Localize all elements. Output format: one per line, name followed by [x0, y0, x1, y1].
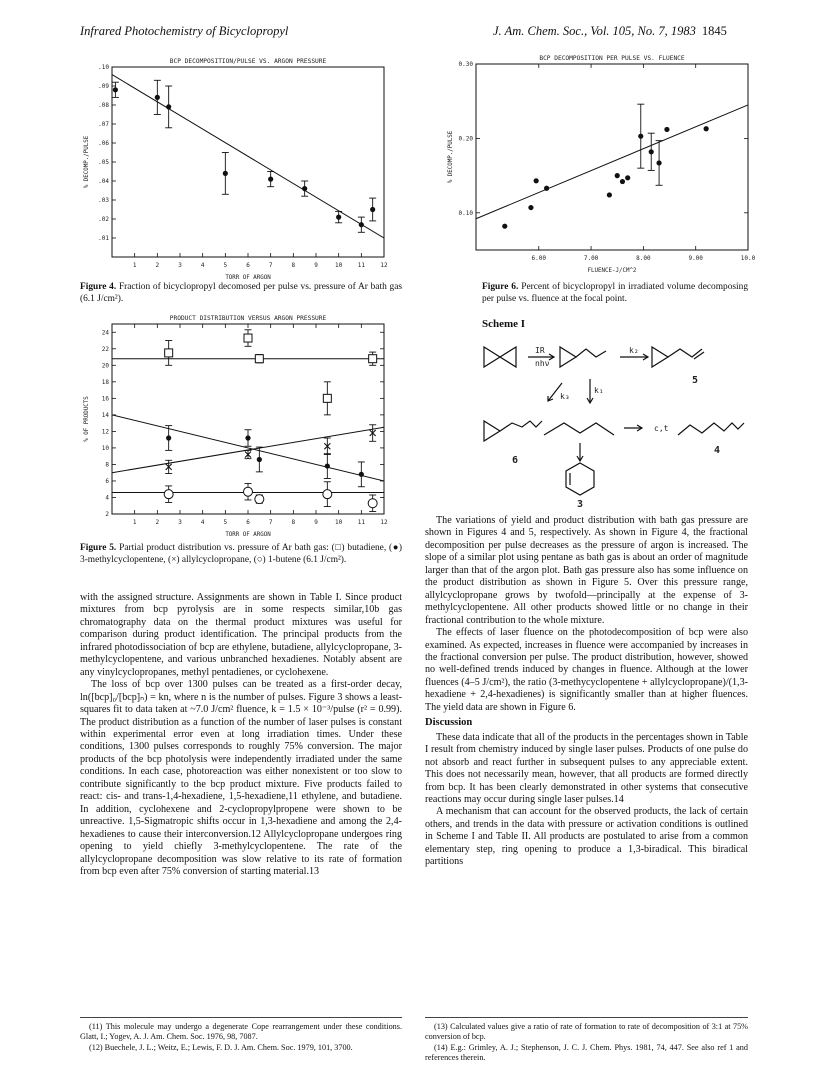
y-tick-label: 14	[101, 411, 109, 419]
footnote-rule-right	[425, 1017, 748, 1018]
figure-4-caption-text: Fraction of bicyclopropyl decomosed per pulse vs. pressure of Ar bath gas (6.1 J/cm²).	[80, 282, 403, 304]
data-point-circle	[164, 490, 173, 499]
data-point	[302, 186, 307, 191]
x-tick-label: 9.00	[688, 255, 703, 262]
data-point-square	[323, 394, 331, 402]
data-point	[359, 472, 364, 477]
plot-frame	[112, 67, 384, 257]
x-tick-label: 3	[178, 519, 182, 526]
y-tick-label: 0.30	[458, 61, 473, 68]
figure-5-caption	[80, 543, 402, 566]
y-tick-label: .07	[98, 121, 109, 128]
x-axis-label: TORR OF ARGON	[225, 275, 271, 281]
y-axis-label: % DECOMP./PULSE	[84, 135, 90, 189]
y-tick-label: .04	[98, 178, 109, 185]
x-tick-label: 6	[246, 519, 250, 526]
y-tick-label: .08	[98, 102, 109, 109]
data-point-square	[244, 334, 252, 342]
y-tick-label: 20	[101, 362, 109, 370]
x-tick-label: 12	[380, 519, 388, 526]
x-tick-label: 7.00	[583, 255, 599, 262]
paragraph: with the assigned structure. Assignments are shown in Table I. Since product mixtures from bcp pyrolysis are in some respects similar,10b gas chromatography data on the thermal product mixtures was useful for comparison during product identification. The principal products from the infrared photodissociation of bcp are ethylene, butadiene, allylcyclopropane, 3-methylcyclopentene, and various unbranched hexadienes. Notably absent are any vinylcyclopropanes, methyl pentadienes, or cyclohexene.	[80, 592, 402, 678]
y-tick-label: 2	[105, 511, 109, 518]
data-point	[625, 175, 630, 180]
compound-6-chain	[500, 421, 542, 431]
data-point	[534, 178, 539, 183]
data-point	[359, 222, 364, 227]
footnote-rule-left	[80, 1017, 402, 1018]
footnotes-left	[80, 1022, 402, 1054]
y-tick-label: .10	[98, 64, 109, 71]
chart-title: BCP DECOMPOSITION PER PULSE VS. FLUENCE	[539, 55, 685, 62]
y-tick-label: 22	[101, 345, 109, 353]
data-point-circle	[255, 495, 264, 504]
data-point	[502, 224, 507, 229]
x-tick-label: 7	[268, 262, 273, 269]
data-point-square	[255, 355, 263, 363]
paragraph: A mechanism that can account for the observed products, the lack of certain others, and trends in the data with pressure or activation conditions is outlined in Scheme I and Table II. All products are postulated to arise from a common elementary step, ring opening to produce a 1,3-biradical. This biradical partitions	[425, 806, 748, 868]
data-point	[370, 207, 375, 212]
x-tick-label: 11	[357, 519, 365, 526]
data-point	[325, 463, 330, 468]
data-point	[155, 95, 160, 100]
y-tick-label: .06	[98, 140, 109, 147]
chart-title: BCP DECOMPOSITION/PULSE VS. ARGON PRESSURE	[169, 58, 327, 65]
bcp-ring-right	[500, 347, 516, 367]
x-tick-label: 6	[246, 262, 250, 269]
x-tick-label: 2	[155, 519, 160, 526]
x-tick-label: 10	[335, 262, 343, 269]
y-axis-label: % OF PRODUCTS	[84, 396, 90, 442]
diene-chain	[544, 423, 614, 435]
x-tick-label: 9	[314, 262, 318, 269]
data-point	[245, 435, 250, 440]
hexadiene-chain	[678, 423, 744, 435]
chart-title: PRODUCT DISTRIBUTION VERSUS ARGON PRESSURE	[169, 315, 327, 322]
fit-line	[476, 105, 748, 219]
x-tick-label: 10	[335, 519, 343, 526]
data-layer	[112, 330, 384, 512]
compound-5-number: 5	[692, 375, 699, 386]
y-axis-label: % DECOMP./PULSE	[448, 130, 454, 184]
y-tick-label: 16	[101, 395, 109, 403]
x-tick-label: 4	[200, 519, 205, 526]
data-point	[664, 127, 669, 132]
label-k2: k₂	[629, 346, 639, 355]
x-tick-label: 11	[357, 262, 365, 269]
data-point	[638, 134, 643, 139]
y-tick-label: 0.10	[458, 209, 473, 217]
x-tick-label: 12	[380, 262, 388, 269]
data-point	[544, 186, 549, 191]
data-point	[615, 173, 620, 178]
footnote: (14) E.g.: Grimley, A. J.; Stephenson, J. C. J. Chem. Phys. 1981, 74, 447. See also ref 1 and references therein.	[425, 1043, 748, 1062]
footnote: (12) Buechele, J. L.; Weitz, E.; Lewis, F. D. J. Am. Chem. Soc. 1979, 101, 3700.	[89, 1043, 353, 1052]
x-tick-label: 7	[268, 519, 273, 526]
left-body-text	[80, 592, 402, 878]
y-tick-label: 18	[101, 378, 109, 386]
footnote: (13) Calculated values give a ratio of rate of formation to rate of decomposition of 3:1 at 75% conversion of bcp.	[425, 1022, 748, 1041]
fit-line	[112, 75, 384, 238]
paragraph: These data indicate that all of the products in the percentages shown in Table I result from chemistry induced by single laser pulses. Products of one pulse do not absorb and react further in subsequent pulses to any appreciable extent. This does not necessarily mean, however, that all products are formed directly from bcp. It has been clearly demonstrated in other systems that consecutive reactions may occur during single laser pulses.14	[425, 731, 748, 805]
x-tick-label: 3	[178, 262, 182, 269]
data-point	[166, 104, 171, 109]
label-nhv: nhν	[535, 359, 550, 368]
biradical-chain	[576, 349, 606, 357]
x-tick-label: 1	[132, 262, 137, 269]
figure-5-chart	[70, 312, 400, 540]
journal-citation: J. Am. Chem. Soc., Vol. 105, No. 7, 1983	[493, 24, 696, 38]
x-tick-label: 8.00	[636, 255, 651, 262]
x-tick-label: 8	[291, 262, 296, 269]
label-k3: k₃	[560, 392, 570, 401]
x-tick-label: 9	[314, 519, 318, 526]
x-tick-label: 6.00	[531, 255, 546, 262]
data-point-circle	[244, 487, 253, 496]
data-point-square	[165, 349, 173, 357]
page-number: 1845	[701, 24, 727, 38]
figure-5-caption-text: Partial product distribution vs. pressure of Ar bath gas: (□) butadiene, (●) 3-methylcyclopentene, (×) allylcyclopropane, (○) 1-butene (6.1 J/cm²).	[80, 543, 402, 565]
figure-6-caption-text: Percent of bicyclopropyl in irradiated volume decomposing per pulse vs. fluence at the focal point.	[482, 282, 749, 304]
x-tick-label: 10.0	[740, 255, 756, 262]
running-header-journal	[493, 24, 727, 39]
data-point	[656, 160, 661, 165]
figure-6-label: Figure 6.	[482, 282, 519, 292]
data-layer	[476, 104, 748, 229]
compound-3-number: 3	[577, 499, 584, 510]
x-tick-label: 8	[291, 519, 296, 526]
x-tick-label: 5	[223, 519, 228, 526]
allylcyclopropane-ring	[652, 347, 668, 367]
data-point	[704, 126, 709, 131]
data-point	[336, 215, 341, 220]
figure-5-label: Figure 5.	[80, 543, 117, 553]
discussion-heading: Discussion	[425, 717, 473, 729]
y-tick-label: 12	[101, 428, 109, 436]
y-tick-label: .05	[98, 159, 109, 166]
scheme-title: Scheme I	[482, 318, 526, 330]
scheme-1-diagram	[480, 335, 750, 510]
footnotes-right	[425, 1022, 748, 1064]
x-tick-label: 4	[200, 262, 205, 269]
series-line	[112, 415, 384, 481]
y-tick-label: 0.20	[458, 135, 473, 143]
data-point-circle	[323, 490, 332, 499]
data-point	[649, 149, 654, 154]
label-ct: c,t	[654, 424, 669, 433]
y-tick-label: 4	[105, 494, 109, 502]
y-tick-label: .03	[98, 197, 109, 204]
data-point	[257, 457, 262, 462]
x-axis-label: FLUENCE-J/CM^2	[587, 268, 637, 274]
y-tick-label: .01	[98, 235, 109, 242]
data-point	[166, 435, 171, 440]
y-tick-label: .02	[98, 216, 109, 223]
running-header-title: Infrared Photochemistry of Bicyclopropyl	[80, 24, 289, 38]
y-tick-label: 10	[101, 444, 109, 452]
allylcyclopropane-chain	[668, 349, 702, 357]
y-tick-label: 6	[105, 477, 109, 485]
paragraph: The loss of bcp over 1300 pulses can be treated as a first-order decay, ln([bcp]₀/[bcp]ₙ) = kn, where n is the number of pulses. Figure 3 shows a least-squares fit to data taken at ~7.0 J/cm² fluence, k = 1.5 × 10⁻³/pulse (r² = 0.99). The product distribution as a function of the number of laser pulses is constant within experimental error even at long irradiation times. Under these conditions, 1300 pulses corresponds to roughly 75% conversion. The major products of the bcp photolysis were independently irradiated under the same conditions. In each case, photoreaction was either nonexistent or too slow to contribute significantly to the bcp product mixture. Five products failed to react: cis- and trans-1,4-hexadiene, 1,5-hexadiene,11 ethylene, and butadiene. In addition, cyclohexene and 2-cyclopropylpropene were shown to be unreactive. 1,5-Sigmatropic shifts occur in 1,3-hexadiene and among the 2,4-hexadienes to cause their interconversion.12 Allylcyclopropane undergoes ring opening to yield chiefly 3-methylcyclopentene. The rate of the allylcyclopropane decomposition was slow relative to its rate of formation from bcp even after 75% conversion of starting material.13	[80, 679, 402, 877]
label-k1: k₁	[594, 386, 604, 395]
paragraph: The variations of yield and product distribution with bath gas pressure are shown in Figures 4 and 5, respectively. As shown in Figure 4, the fractional decomposition per pulse decreases as the pressure of argon is increased. The slope of a similar plot using pentane as bath gas is about an order of magnitude larger than that of the argon plot. Bath gas pressure also has some influence on the product distribution as shown in Figure 5. Over this pressure range, allylcyclopropane grows by twofold—principally at the expense of 3-methylcyclopentene. All other products showed little or no change in their fractional contribution to the whole mixture.	[425, 515, 748, 626]
y-tick-label: 8	[105, 461, 109, 469]
data-point	[223, 171, 228, 176]
x-axis-label: TORR OF ARGON	[225, 532, 271, 538]
y-tick-label: .09	[98, 83, 109, 90]
bcp-ring-left	[484, 347, 500, 367]
figure-6-caption	[482, 282, 748, 305]
y-tick-label: 24	[101, 329, 109, 337]
x-tick-label: 5	[223, 262, 228, 269]
compound-6-ring	[484, 421, 500, 441]
data-point	[113, 87, 118, 92]
data-point	[268, 177, 273, 182]
paragraph: The effects of laser fluence on the photodecomposition of bcp were also examined. As expected, increases in fluence were accompanied by increases in the fractional conversion per pulse. The product distribution, however, showed no well-defined trends induced by changes in fluence. Although at the lower fluences (4–5 J/cm²), the ratio (3-methycyclopentene + allylcyclopropane)/(1,3-hexadiene + 2,4-hexadienes) is significantly smaller than at higher fluences. The yield data are shown in Figure 6.	[425, 627, 748, 713]
right-body-text	[425, 515, 748, 869]
biradical-ring	[560, 347, 576, 367]
plot-frame	[476, 64, 748, 250]
compound-6-number: 6	[512, 455, 519, 466]
label-ir: IR	[535, 346, 545, 355]
data-point-square	[369, 355, 377, 363]
figure-6-chart	[432, 52, 762, 278]
x-tick-label: 1	[132, 519, 137, 526]
figure-4-label: Figure 4.	[80, 282, 117, 292]
compound-4-number: 4	[714, 445, 721, 456]
data-point	[528, 205, 533, 210]
data-point-circle	[368, 499, 377, 508]
data-layer	[112, 75, 384, 238]
footnote: (11) This molecule may undergo a degenerate Cope rearrangement under these conditions. Glatt, I.; Yogev, A. J. Am. Chem. Soc. 1976, 98, 7087.	[80, 1022, 402, 1041]
data-point	[607, 192, 612, 197]
figure-4-caption	[80, 282, 402, 305]
data-point	[620, 179, 625, 184]
x-tick-label: 2	[155, 262, 160, 269]
figure-4-chart	[70, 55, 400, 285]
